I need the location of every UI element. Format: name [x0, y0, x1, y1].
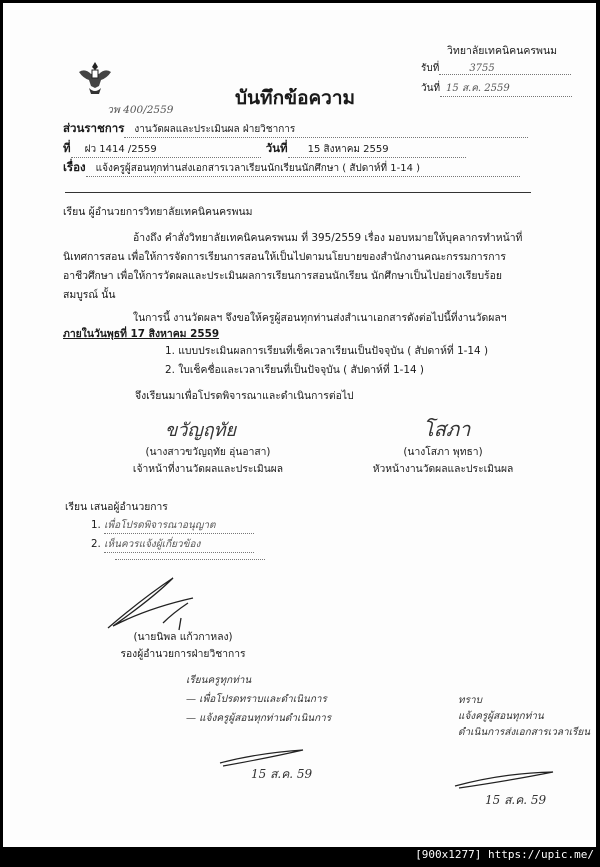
vice-director-signature-icon — [103, 568, 203, 633]
receipt-date-value: 15 ส.ค. 2559 — [440, 81, 572, 97]
signer-left-name: (นางสาวขวัญฤทัย อุ่นอาสา) — [145, 446, 271, 458]
endorsement-item-number: 2. — [91, 538, 101, 550]
signer-right-name: (นางโสภา พุทธา) — [403, 446, 483, 458]
endorsement-blank-line — [115, 559, 265, 560]
subject-row — [63, 156, 520, 177]
signer-right — [343, 443, 543, 477]
department-label: ส่วนราชการ — [63, 121, 125, 135]
list-item: 1. แบบประเมินผลการเรียนที่เช็คเวลาเรียนเป็นปัจจุบัน ( สัปดาห์ที่ 1-14 ) — [165, 345, 489, 357]
reference-value: ฝว 1414 /2559 — [71, 142, 261, 158]
endorsement-item — [91, 537, 254, 553]
note-line: ทราบ — [458, 695, 482, 706]
salutation: เรียน ผู้อำนวยการวิทยาลัยเทคนิคนครพนม — [63, 206, 253, 218]
handwritten-note-right — [458, 693, 590, 741]
endorsement-item-number: 1. — [91, 519, 101, 531]
department-value: งานวัดผลและประเมินผล ฝ่ายวิชาการ — [124, 122, 528, 138]
vice-director-name: (นายนิพล แก้วกาหลง) — [133, 631, 233, 643]
page-title: บันทึกข้อความ — [235, 87, 356, 109]
watermark-text: [900x1277] https://upic.me/ — [415, 848, 594, 861]
receipt-date-label: วันที่ — [421, 83, 441, 94]
paragraph-line: นิเทศการสอน เพื่อให้การจัดการเรียนการสอนให้เป็นไปตามนโยบายของสำนักงานคณะกรรมการการ — [63, 251, 506, 263]
date-value: 15 สิงหาคม 2559 — [288, 142, 466, 158]
handwritten-date-left: 15 ส.ค. 59 — [251, 767, 313, 781]
signer-left — [93, 443, 323, 477]
signer-right-position: หัวหน้างานวัดผลและประเมินผล — [372, 463, 514, 475]
receipt-stamp-date-row — [421, 81, 572, 97]
deadline: ภายในวันพุธที่ 17 สิงหาคม 2559 — [63, 328, 220, 340]
date-label: วันที่ — [265, 141, 288, 155]
header-divider — [65, 192, 531, 193]
handwritten-note-left — [186, 671, 331, 728]
endorsement-item-note: เพื่อโปรดพิจารณาอนุญาต — [104, 518, 254, 534]
director-signature-right-icon — [453, 768, 563, 790]
note-line: ดำเนินการส่งเอกสารเวลาเรียน — [458, 727, 591, 738]
document-list — [165, 342, 488, 380]
vice-director-position: รองผู้อำนวยการฝ่ายวิชาการ — [120, 648, 246, 660]
note-line: เรียนครูทุกท่าน — [186, 675, 252, 686]
reference-label: ที่ — [63, 141, 71, 155]
handwritten-reference: วพ 400/2559 — [107, 104, 174, 116]
receipt-number-value: 3755 — [439, 63, 571, 75]
note-line: — แจ้งครูผู้สอนทุกท่านดำเนินการ — [186, 713, 332, 724]
memo-page — [3, 3, 596, 847]
endorsement-item-note: เห็นควรแจ้งผู้เกี่ยวข้อง — [104, 537, 254, 553]
paragraph-request: ในการนี้ งานวัดผลฯ จึงขอให้ครูผู้สอนทุกท่านส่งสำเนาเอกสารดังต่อไปนี้ที่งานวัดผลฯ — [133, 312, 507, 324]
subject-label: เรื่อง — [63, 160, 86, 174]
endorsement-item — [91, 518, 254, 534]
handwritten-date-right: 15 ส.ค. 59 — [485, 793, 547, 807]
signature-right: โสภา — [423, 417, 471, 441]
closing-text: จึงเรียนมาเพื่อโปรดพิจารณาและดำเนินการต่อไป — [135, 390, 354, 402]
signer-left-position: เจ้าหน้าที่งานวัดผลและประเมินผล — [132, 463, 284, 475]
list-item: 2. ใบเช็คชื่อและเวลาเรียนที่เป็นปัจจุบัน ( สัปดาห์ที่ 1-14 ) — [165, 364, 424, 376]
endorsement-salutation: เรียน เสนอผู้อำนวยการ — [65, 501, 168, 513]
receipt-stamp-organization: วิทยาลัยเทคนิคนครพนม — [447, 45, 558, 57]
footer-bar — [0, 847, 600, 867]
note-line: แจ้งครูผู้สอนทุกท่าน — [458, 711, 544, 722]
receipt-stamp-number-row — [421, 61, 571, 76]
reference-row — [63, 137, 466, 158]
garuda-emblem-icon — [75, 58, 115, 98]
paragraph-line: อ้างถึง คำสั่งวิทยาลัยเทคนิคนครพนม ที่ 395/2559 เรื่อง มอบหมายให้บุคลากรทำหน้าที่ — [133, 232, 523, 244]
note-line: — เพื่อโปรดทราบและดำเนินการ — [186, 694, 327, 705]
signature-left: ขวัญฤทัย — [165, 420, 237, 441]
paragraph-line: อาชีวศึกษา เพื่อให้การวัดผลและประเมินผลการเรียนการสอนนักเรียน นักศึกษาเป็นไปอย่างเรียบร้อย — [63, 270, 502, 282]
vice-director — [103, 628, 263, 662]
subject-value: แจ้งครูผู้สอนทุกท่านส่งเอกสารเวลาเรียนนักเรียนนักศึกษา ( สัปดาห์ที่ 1-14 ) — [86, 161, 520, 177]
paragraph-line: สมบูรณ์ นั้น — [63, 289, 116, 301]
receipt-number-label: รับที่ — [421, 63, 440, 74]
department-row — [63, 117, 528, 138]
paragraph-reference — [63, 229, 533, 305]
